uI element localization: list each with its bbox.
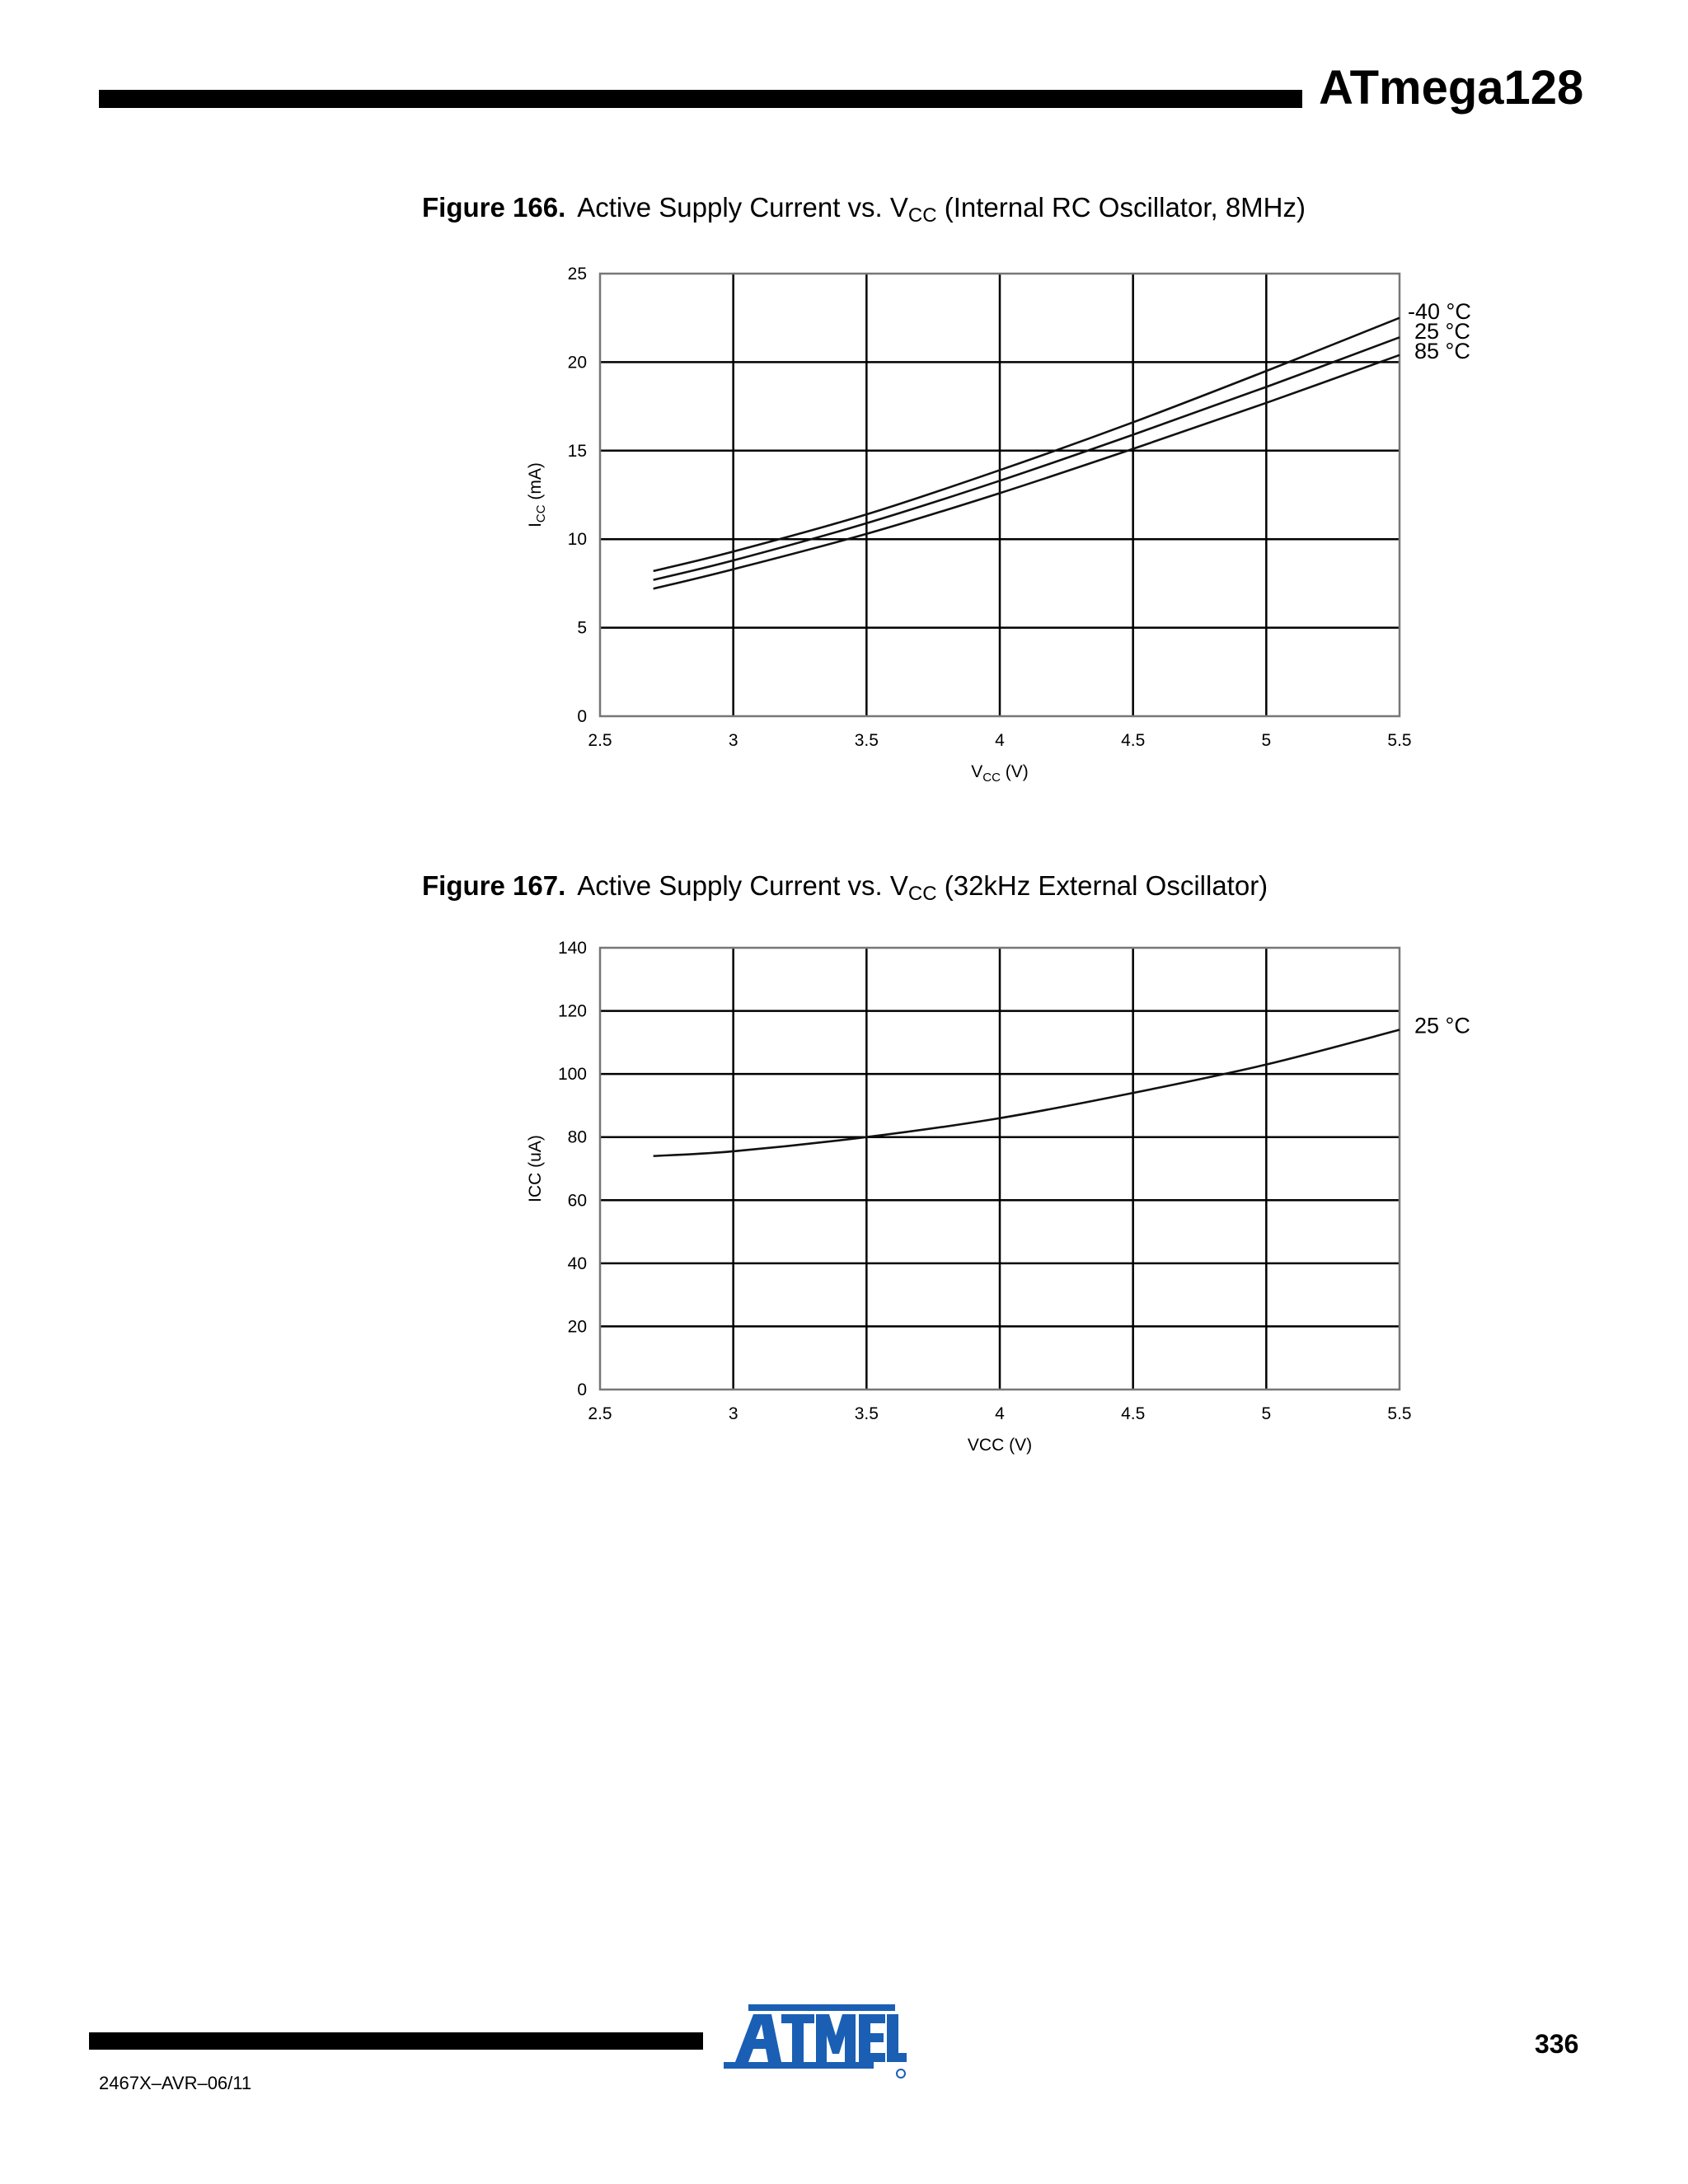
- atmel-logo: [724, 2003, 907, 2079]
- caption-text-rest: (Internal RC Oscillator, 8MHz): [936, 192, 1306, 223]
- header-rule: [99, 90, 1302, 108]
- document-code: 2467X–AVR–06/11: [99, 2073, 252, 2093]
- y-tick-label: 40: [567, 1254, 587, 1273]
- y-tick-label: 60: [567, 1191, 587, 1211]
- y-tick-label: 15: [567, 441, 587, 461]
- series-label: 85 °C: [1414, 339, 1470, 363]
- y-tick-label: 20: [567, 353, 587, 373]
- figure-167-caption: [422, 869, 1268, 907]
- x-tick-label: 4: [995, 1404, 1005, 1423]
- series-label: 25 °C: [1414, 319, 1470, 344]
- y-axis-label: $I_{CC}$ (mA): [526, 462, 548, 527]
- footer-rule: [89, 2032, 703, 2050]
- y-tick-label: 25: [567, 265, 587, 284]
- y-axis-label-subscript: CC: [534, 504, 548, 523]
- caption-text: Active Supply Current vs. V: [577, 870, 908, 901]
- x-axis-label-subscript: CC: [982, 771, 1001, 785]
- chart-active-current-32khz: [0, 923, 1688, 1483]
- y-axis-label-rest: (mA): [526, 462, 545, 505]
- x-tick-label: 3: [728, 1404, 738, 1423]
- x-tick-label: 5.5: [1387, 1404, 1412, 1423]
- x-tick-label: 3.5: [854, 731, 879, 750]
- series-label: -40 °C: [1408, 299, 1471, 324]
- x-tick-label: 5: [1261, 1404, 1272, 1423]
- y-tick-label: 120: [557, 1001, 587, 1021]
- y-tick-label: 10: [567, 530, 587, 550]
- x-tick-label: 4.5: [1121, 1404, 1146, 1423]
- x-tick-label: 4: [995, 731, 1005, 750]
- x-tick-label: 5: [1261, 731, 1272, 750]
- figure-166-caption: [422, 191, 1306, 228]
- caption-subscript: CC: [907, 204, 937, 227]
- x-tick-label: 2.5: [588, 1404, 612, 1423]
- x-tick-label: 5.5: [1387, 731, 1412, 750]
- x-axis-label-rest: (V): [1000, 762, 1029, 781]
- x-axis-label: VCC (V): [967, 1436, 1033, 1455]
- y-tick-label: 20: [567, 1317, 587, 1337]
- y-tick-label: 80: [567, 1127, 587, 1147]
- x-tick-label: 3.5: [854, 1404, 879, 1423]
- chart-active-current-rc-8mhz: [0, 247, 1688, 808]
- x-tick-label: 2.5: [588, 731, 612, 750]
- y-tick-label: 0: [577, 707, 587, 726]
- figure-number: Figure 167.: [422, 870, 566, 901]
- x-tick-label: 4.5: [1121, 731, 1146, 750]
- caption-text: Active Supply Current vs. V: [577, 192, 908, 223]
- figure-number: Figure 166.: [422, 192, 566, 223]
- x-tick-label: 3: [728, 731, 738, 750]
- y-tick-label: 100: [557, 1065, 587, 1085]
- caption-subscript: CC: [907, 883, 937, 905]
- page-number: 336: [1535, 2029, 1579, 2059]
- series-line--40c: [654, 318, 1400, 571]
- y-axis-label: ICC (uA): [526, 1135, 545, 1202]
- y-tick-label: 0: [577, 1380, 587, 1399]
- series-label: 25 °C: [1414, 1013, 1470, 1038]
- page-title: ATmega128: [1319, 61, 1584, 115]
- caption-text-rest: (32kHz External Oscillator): [936, 870, 1268, 901]
- y-tick-label: 140: [557, 939, 587, 958]
- x-axis-label: $V_{CC}$ (V): [971, 762, 1029, 785]
- y-tick-label: 5: [577, 618, 587, 638]
